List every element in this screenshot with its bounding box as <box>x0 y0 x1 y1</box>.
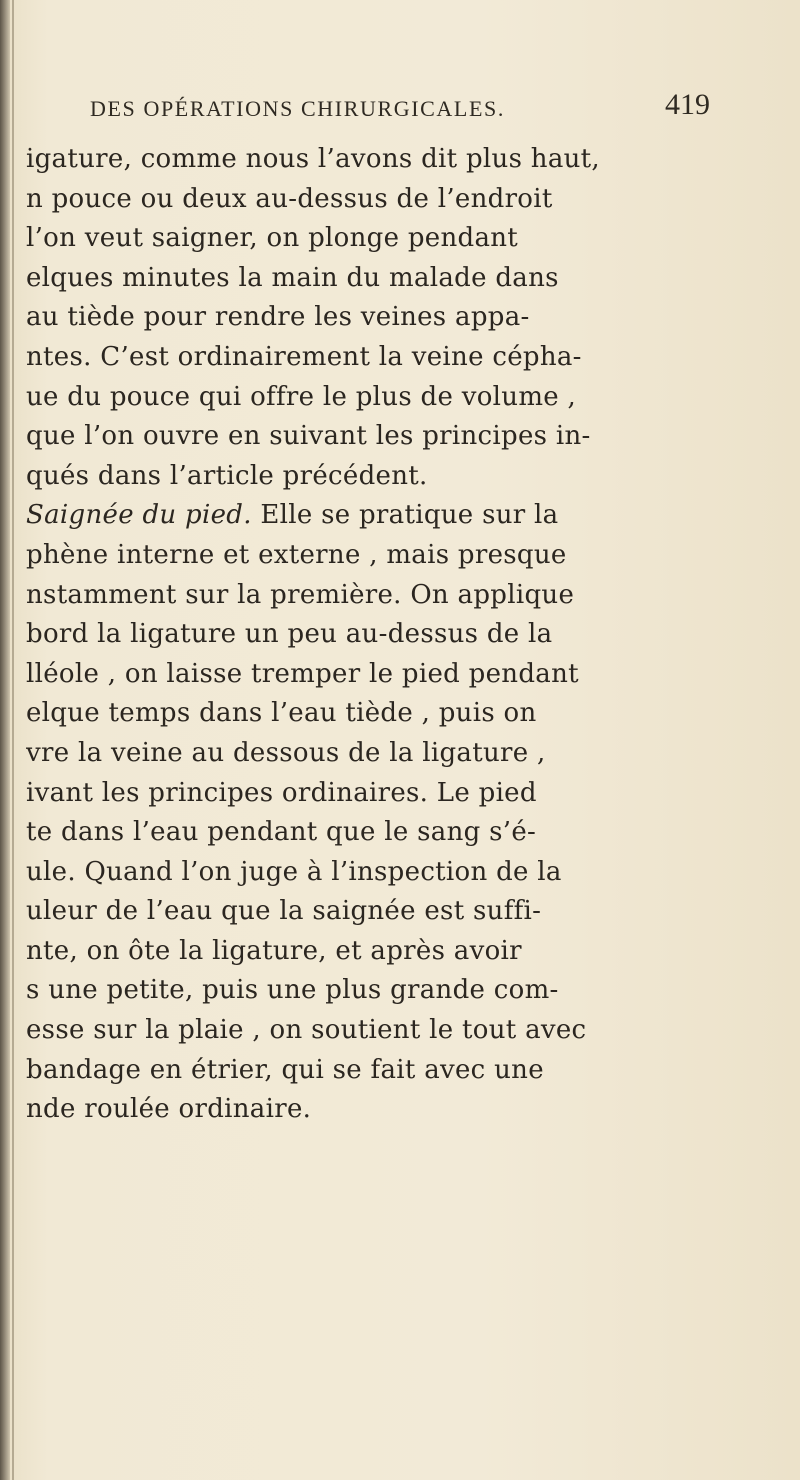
section-heading-continuation: Elle se pratique sur la <box>251 500 559 531</box>
text-line: s une petite, puis une plus grande com- <box>26 975 559 1006</box>
text-line: qués dans l’article précédent. <box>26 460 428 491</box>
text-line: nstamment sur la première. On applique <box>26 579 575 610</box>
text-line: au tiède pour rendre les veines appa- <box>26 302 530 333</box>
gutter-edge <box>12 0 14 1480</box>
body-text <box>26 140 716 1130</box>
text-line: te dans l’eau pendant que le sang s’é- <box>26 817 537 848</box>
text-line: ivant les principes ordinaires. Le pied <box>26 777 537 808</box>
text-line: bord la ligature un peu au-dessus de la <box>26 619 553 650</box>
page-number: 419 <box>665 88 710 121</box>
text-line: nte, on ôte la ligature, et après avoir <box>26 935 522 966</box>
text-line: igature, comme nous l’avons dit plus haut, <box>26 144 600 174</box>
text-line: ue du pouce qui offre le plus de volume , <box>26 381 577 412</box>
text-line: nde roulée ordinaire. <box>26 1094 312 1125</box>
text-line: ntes. C’est ordinairement la veine cépha- <box>26 341 582 372</box>
text-line: phène interne et externe , mais presque <box>26 539 567 570</box>
text-line: bandage en étrier, qui se fait avec une <box>26 1054 544 1085</box>
text-line: lléole , on laisse tremper le pied pendant <box>26 658 579 689</box>
page-header <box>90 88 710 128</box>
text-line: vre la veine au dessous de la ligature , <box>26 737 546 768</box>
section-heading-line <box>26 496 716 536</box>
section-heading: Saignée du pied. <box>26 500 252 531</box>
text-line: elque temps dans l’eau tiède , puis on <box>26 698 537 729</box>
running-title: DES OPÉRATIONS CHIRURGICALES. <box>90 96 505 121</box>
text-line: que l’on ouvre en suivant les principes in- <box>26 421 591 452</box>
text-line: esse sur la plaie , on soutient le tout avec <box>26 1015 587 1046</box>
text-line: ule. Quand l’on juge à l’inspection de la <box>26 856 562 887</box>
text-line: elques minutes la main du malade dans <box>26 262 559 293</box>
text-line: n pouce ou deux au-dessus de l’endroit <box>26 183 553 214</box>
binding-gutter <box>0 0 10 1480</box>
text-line: l’on veut saigner, on plonge pendant <box>26 223 519 254</box>
text-line: uleur de l’eau que la saignée est suffi- <box>26 896 542 927</box>
